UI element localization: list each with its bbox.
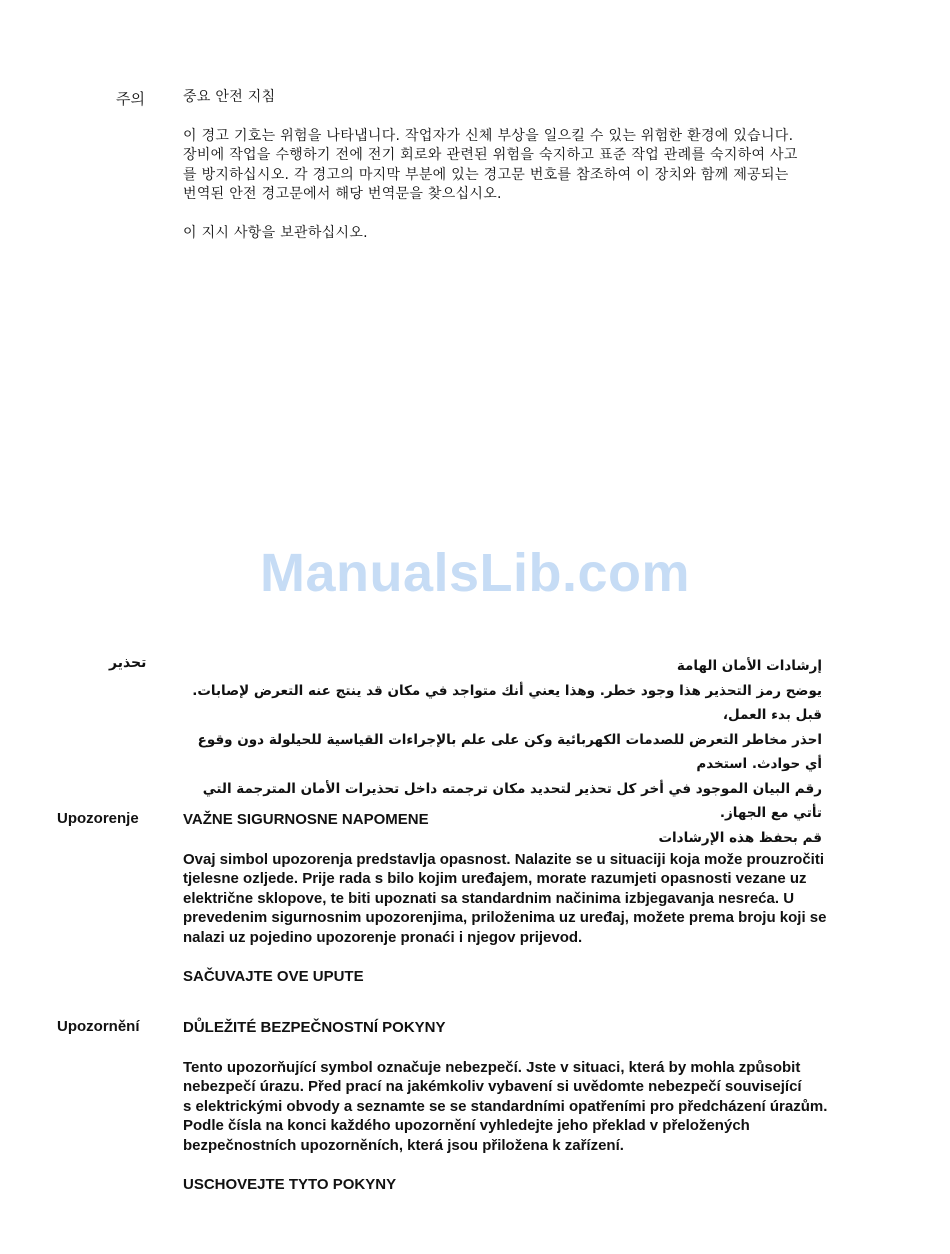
warning-body (183, 88, 895, 243)
warning-footer: قم بحفظ هذه الإرشادات (658, 829, 822, 846)
paragraph-line: tjelesne ozljede. Prije rada s bilo kojim uređajem, morate razumjeti opasnosti vezane uz (183, 870, 807, 888)
paragraph-line: bezpečnostních upozorněních, která jsou přiložena k zařízení. (183, 1136, 624, 1154)
paragraph-line: nalazi uz pojedino upozorenje pronaći i njegov prijevod. (183, 928, 583, 946)
warning-label: تحذير (109, 654, 147, 670)
paragraph-line: يوضح رمز التحذير هذا وجود خطر. وهذا يعني أنك متواجد في مكان قد ينتج عنه التعرض لإصابات. قبل بدء العمل، (192, 682, 822, 723)
paragraph-line: s elektrickými obvody a seznamte se se standardními opatřeními pro předcházení úrazům. (183, 1097, 828, 1115)
warning-label: Upozornění (57, 1018, 140, 1035)
paragraph-line: 번역된 안전 경고문에서 해당 번역문을 찾으십시오. (183, 186, 502, 202)
paragraph-line: رقم البيان الموجود في أخر كل تحذير لتحديد مكان ترجمته داخل تحذيرات الأمان المترجمة التي تأتي مع الجهاز. (202, 780, 822, 821)
warning-heading: VAŽNE SIGURNOSNE NAPOMENE (183, 811, 429, 828)
watermark: ManualsLib.com (259, 543, 691, 603)
warning-label: Upozorenje (57, 810, 139, 827)
paragraph-line: Tento upozorňující symbol označuje nebezpečí. Jste v situaci, která by mohla způsobit (183, 1058, 801, 1076)
warning-footer: 이 지시 사항을 보관하십시오. (183, 224, 368, 241)
warning-paragraph (183, 850, 883, 948)
warning-footer: SAČUVAJTE OVE UPUTE (183, 967, 364, 985)
paragraph-line: 장비에 작업을 수행하기 전에 전기 회로와 관련된 위험을 숙지하고 표준 작업 관례를 숙지하여 사고 (183, 147, 798, 163)
paragraph-line: električne sklopove, te biti upoznati sa standardnim načinima izbjegavanja nesreća. U (183, 889, 795, 907)
paragraph-line: nebezpečí úrazu. Před prací na jakémkoliv vybavení si uvědomte nebezpečí související (183, 1078, 802, 1096)
warning-footer: USCHOVEJTE TYTO POKYNY (183, 1175, 397, 1193)
warning-body (183, 810, 883, 986)
paragraph-line: Podle čísla na konci každého upozornění vyhledejte jeho překlad v přeložených (183, 1117, 750, 1135)
warning-heading: إرشادات الأمان الهامة (676, 658, 822, 674)
warning-label: 주의 (116, 90, 145, 108)
paragraph-line: prevedenim sigurnosnim upozorenjima, priloženima uz uređaj, možete prema broju koji se (183, 909, 827, 927)
warning-paragraph (183, 127, 895, 205)
warning-heading: 중요 안전 지침 (183, 89, 276, 105)
paragraph-line: 이 경고 기호는 위험을 나타냅니다. 작업자가 신체 부상을 일으킬 수 있는 위험한 환경에 있습니다. (183, 127, 794, 144)
paragraph-line: Ovaj simbol upozorenja predstavlja opasnost. Nalazite se u situaciji koja može prouzročiti (183, 850, 824, 868)
warning-heading: DŮLEŽITÉ BEZPEČNOSTNÍ POKYNY (183, 1019, 446, 1036)
paragraph-line: احذر مخاطر التعرض للصدمات الكهربائية وكن على علم بالإجراءات القياسية للحيلولة دون وقوع أي حوادث. استخدم (197, 731, 822, 772)
paragraph-line: 를 방지하십시오. 각 경고의 마지막 부분에 있는 경고문 번호를 참조하여 이 장치와 함께 제공되는 (183, 166, 789, 183)
warning-body (183, 1018, 883, 1194)
warning-paragraph (183, 1058, 883, 1156)
